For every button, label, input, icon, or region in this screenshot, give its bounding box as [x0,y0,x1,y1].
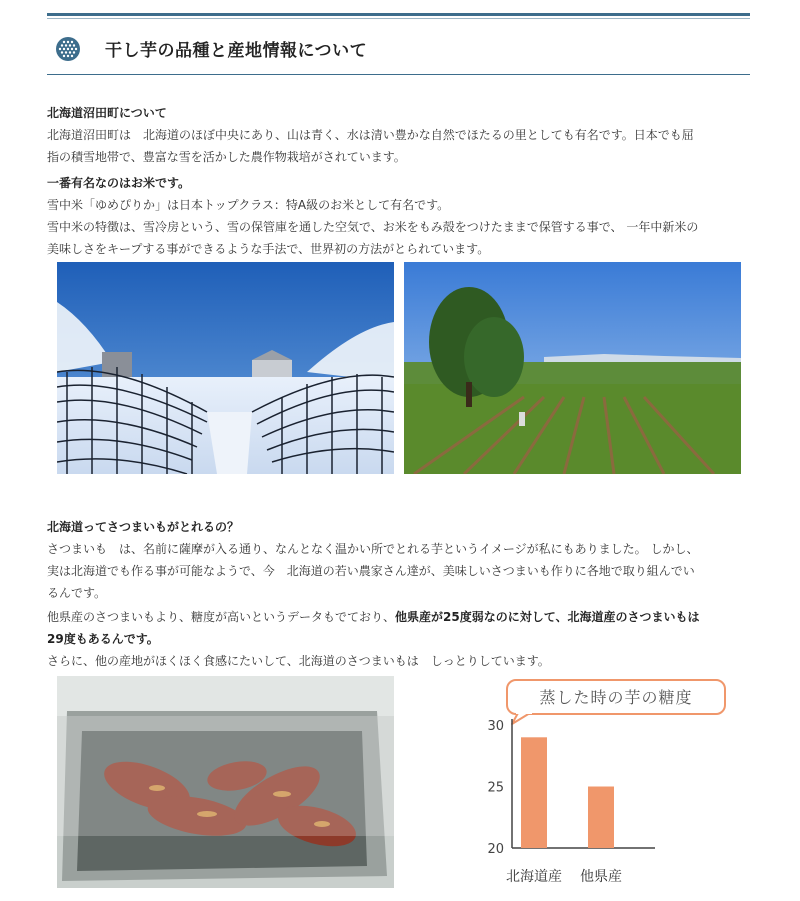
chart-y-tick-label: 30 [487,719,504,734]
sweet-potato-p2-line-2: 29度もあるんです。 [47,632,159,646]
sweet-potato-p1-line-1: さつまいも は、名前に薩摩が入る通り、なんとなく温かい所でとれる芋というイメージが私にもありました。 しかし、 [47,542,699,556]
chart-title: 蒸した時の芋の糖度 [539,688,693,707]
header-bottom-rule [47,74,750,75]
snow-greenhouse-photo [57,262,394,474]
numata-para-line-2: 指の積雪地帯で、豊富な雪を活かした農作物栽培がされています。 [47,150,406,164]
sweet-potato-heading: 北海道ってさつまいもがとれるの？ [47,520,240,534]
chart-y-tick-label: 20 [487,842,504,857]
sweet-potato-p2-line-1 [47,606,757,628]
header-top-rule [47,13,750,16]
chart-svg [470,678,750,893]
rice-heading: 一番有名なのはお米です。 [47,176,191,190]
sweet-potato-p3: さらに、他の産地がほくほく食感にたいして、北海道のさつまいもは しっとりしています。 [47,654,550,668]
chart-category-label: 北海道産 [506,869,562,885]
page-title: 干し芋の品種と産地情報について [105,41,368,61]
rice-line-1: 雪中米「ゆめぴりか」は日本トップクラス：特A級のお米として有名です。 [47,198,450,212]
sweet-potato-p1-line-3: るんです。 [47,586,107,600]
sugar-bold-text: 他県産が25度弱なのに対して、北海道産のさつまいもは [395,610,700,624]
steamed-potato-photo [57,676,394,888]
sugar-normal-text: 他県産のさつまいもより、糖度が高いというデータもでており、 [47,610,396,624]
sweet-potato-p1-line-2: 実は北海道でも作る事が可能なようで、今 北海道の若い農家さん達が、美味しいさつまいも作りに各地で取り組んでい [47,564,695,578]
chart-title-bubble-tail-mask [516,710,532,714]
rice-line-3: 美味しさをキープする事ができるような手法で、世界初の方法がとられています。 [47,242,490,256]
header-top-rule-thin [47,18,750,19]
pattern-icon [55,36,81,62]
chart-bar [521,737,547,848]
sugar-content-chart [470,678,750,893]
chart-category-label: 他県産 [580,869,622,885]
chart-bar [588,787,614,849]
potato-field-photo [404,262,741,474]
chart-y-tick-label: 25 [487,780,504,796]
numata-heading: 北海道沼田町について [47,106,167,120]
numata-para-line-1: 北海道沼田町は 北海道のほぼ中央にあり、山は青く、水は清い豊かな自然でほたるの里としても有名です。日本でも屈 [47,128,694,142]
rice-line-2: 雪中米の特徴は、雪冷房という、雪の保管庫を通した空気で、お米をもみ殻をつけたままで保管する事で、 一年中新米の [47,220,699,234]
section-header [47,28,750,68]
